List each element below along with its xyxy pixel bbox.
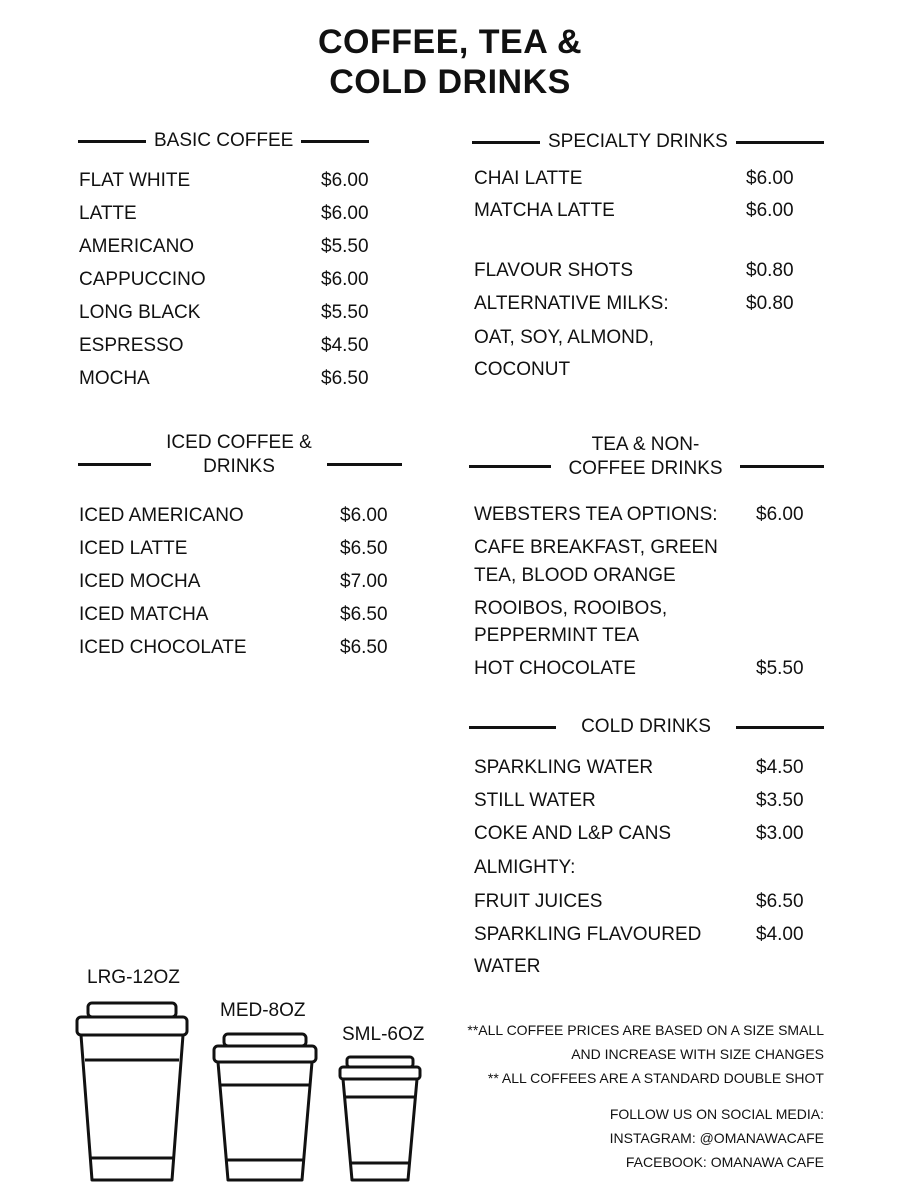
tea-options-line-1: CAFE BREAKFAST, GREEN — [474, 537, 718, 558]
cup-size-small-label: SML-6OZ — [342, 1024, 425, 1045]
brand-label: ALMIGHTY: — [474, 857, 576, 878]
milk-options-line-1: OAT, SOY, ALMOND, — [474, 327, 654, 348]
menu-item-price: $6.50 — [756, 891, 804, 912]
menu-item-name-continued: WATER — [474, 956, 541, 977]
menu-item-price: $5.50 — [756, 658, 804, 679]
note-line-3: ** ALL COFFEES ARE A STANDARD DOUBLE SHOT — [487, 1070, 824, 1086]
menu-item-name: ICED AMERICANO — [79, 505, 244, 526]
menu-item-name: ALTERNATIVE MILKS: — [474, 293, 669, 314]
note-line-1: **ALL COFFEE PRICES ARE BASED ON A SIZE SMALL — [467, 1022, 824, 1038]
menu-item-price: $0.80 — [746, 293, 794, 314]
cold-drinks-heading-label: COLD DRINKS — [581, 716, 711, 737]
menu-item-name: ICED CHOCOLATE — [79, 637, 247, 658]
menu-item-name: COKE AND L&P CANS — [474, 823, 672, 844]
menu-item-name: AMERICANO — [79, 236, 195, 257]
menu-item-name: CHAI LATTE — [474, 168, 583, 189]
iced-coffee-heading-line-1: ICED COFFEE & — [166, 432, 312, 453]
menu-item-price: $7.00 — [340, 571, 388, 592]
menu-item-name: STILL WATER — [474, 790, 596, 811]
menu-item-name: LATTE — [79, 203, 137, 224]
menu-title-line-1: COFFEE, TEA & — [317, 23, 583, 61]
menu-item-name: CAPPUCCINO — [79, 269, 206, 290]
menu-item-name: FLAVOUR SHOTS — [474, 260, 634, 281]
menu-item-price: $4.00 — [756, 924, 804, 945]
small-cup-icon — [340, 1057, 420, 1180]
menu-item-name: ICED LATTE — [79, 538, 188, 559]
menu-item-price: $3.00 — [756, 823, 804, 844]
menu-item-price: $5.50 — [321, 302, 369, 323]
menu-item-price: $6.00 — [746, 200, 794, 221]
tea-heading-line-1: TEA & NON- — [591, 434, 700, 455]
facebook-handle: FACEBOOK: OMANAWA CAFE — [625, 1154, 824, 1170]
instagram-handle: INSTAGRAM: @OMANAWACAFE — [609, 1130, 824, 1146]
menu-item-name: FLAT WHITE — [79, 170, 191, 191]
menu-item-price: $6.00 — [321, 203, 369, 224]
milk-options-line-2: COCONUT — [474, 359, 571, 380]
tea-options-line-4: PEPPERMINT TEA — [474, 625, 640, 646]
menu-item-price: $6.00 — [340, 505, 388, 526]
menu-item-name: MATCHA LATTE — [474, 200, 615, 221]
menu-item-price: $6.00 — [321, 170, 369, 191]
cup-size-large-label: LRG-12OZ — [87, 967, 180, 988]
menu-item-price: $6.50 — [340, 637, 388, 658]
menu-item-price: $6.00 — [756, 504, 804, 525]
tea-options-line-2: TEA, BLOOD ORANGE — [474, 565, 676, 586]
menu-item-price: $6.50 — [340, 604, 388, 625]
menu-item-name: MOCHA — [79, 368, 150, 389]
menu-item-price: $3.50 — [756, 790, 804, 811]
medium-cup-icon — [214, 1034, 316, 1180]
menu-item-name: ICED MATCHA — [79, 604, 209, 625]
menu-item-name: WEBSTERS TEA OPTIONS: — [474, 504, 718, 525]
menu-item-name: ESPRESSO — [79, 335, 184, 356]
cup-size-medium-label: MED-8OZ — [220, 1000, 306, 1021]
specialty-drinks-heading-label: SPECIALTY DRINKS — [548, 131, 728, 152]
menu-item-price: $6.00 — [746, 168, 794, 189]
menu-item-name: LONG BLACK — [79, 302, 201, 323]
menu-title-line-2: COLD DRINKS — [329, 63, 571, 101]
social-heading: FOLLOW US ON SOCIAL MEDIA: — [609, 1106, 824, 1122]
menu-item-price: $6.50 — [321, 368, 369, 389]
large-cup-icon — [77, 1003, 187, 1180]
iced-coffee-heading-line-2: DRINKS — [203, 456, 275, 477]
tea-heading-line-2: COFFEE DRINKS — [568, 458, 723, 479]
menu-item-price: $4.50 — [756, 757, 804, 778]
menu-item-name: SPARKLING WATER — [474, 757, 654, 778]
menu-item-name: FRUIT JUICES — [474, 891, 603, 912]
menu-item-price: $5.50 — [321, 236, 369, 257]
menu-item-price: $6.00 — [321, 269, 369, 290]
menu-item-price: $6.50 — [340, 538, 388, 559]
tea-options-line-3: ROOIBOS, ROOIBOS, — [474, 598, 668, 619]
note-line-2: AND INCREASE WITH SIZE CHANGES — [571, 1046, 824, 1062]
menu-item-name: ICED MOCHA — [79, 571, 201, 592]
menu-item-name: SPARKLING FLAVOURED — [474, 924, 702, 945]
menu-item-price: $4.50 — [321, 335, 369, 356]
menu-item-name: HOT CHOCOLATE — [474, 658, 636, 679]
menu-item-price: $0.80 — [746, 260, 794, 281]
basic-coffee-heading-label: BASIC COFFEE — [154, 130, 294, 151]
